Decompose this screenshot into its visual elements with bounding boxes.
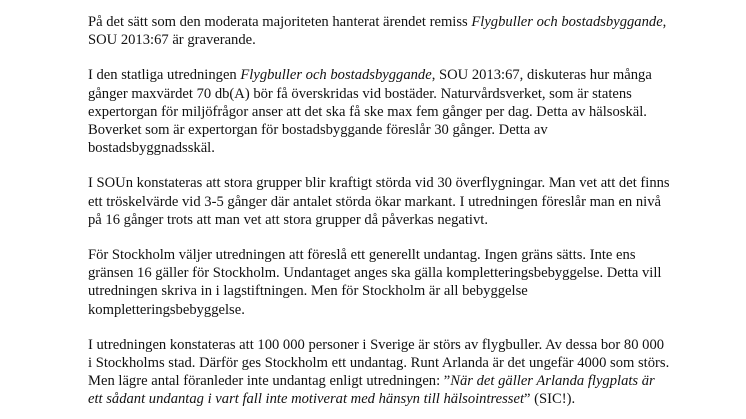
paragraph-intro: [88, 13, 670, 49]
paragraph-stockholm-exception: [88, 246, 670, 319]
text-span: I den statliga utredningen: [88, 67, 241, 84]
text-span: I utredningen konstateras att 100 000 personer i Sverige är störs av flygbuller. Av dessa bor 80 000 i Stockholms stad. Därför ges Stockholm ett undantag. Runt Arlanda är det ungefär 4000 som störs. Men lägre antal föranleder inte undantag enligt utredningen: ”: [88, 336, 670, 390]
text-span: För Stockholm väljer utredningen att föreslå ett generellt undantag. Ingen gräns sätts. Inte ens gränsen 16 gäller för Stockholm. Undantaget anges ska gälla kompletteringsbebyggelse. Detta vill utredningen skriva in i lagstiftningen. Men för Stockholm är all bebyggelse kompletteringsbebyggelse.: [88, 247, 662, 318]
paragraph-sou-findings: [88, 174, 670, 229]
quote-italic: När det gäller Arlanda flygplats är ett sådant undantag i vart fall inte motiverat med hänsyn till hälsointresset: [88, 373, 655, 408]
text-span: ” (SIC!).: [524, 391, 576, 408]
text-span: , SOU 2013:67 är graverande.: [88, 14, 667, 49]
text-span: På det sätt som den moderata majoriteten hanterat ärendet remiss: [88, 14, 472, 30]
text-span: I SOUn konstateras att stora grupper blir kraftigt störda vid 30 överflygningar. Man vet att det finns ett tröskelvärde vid 3-5 gånger där antalet störda ökar markant. I utredningen föreslår man en nivå på 16 gånger trots att man vet att stora grupper då påverkas negativt.: [88, 175, 670, 228]
report-title-italic: Flygbuller och bostadsbyggande: [471, 14, 663, 30]
report-title-italic: Flygbuller och bostadsbyggande: [240, 67, 432, 84]
paragraph-affected-people: [88, 336, 670, 409]
document-page: [88, 13, 670, 409]
text-span: , SOU 2013:67, diskuteras hur många gånger maxvärdet 70 db(A) bör få överskridas vid bostäder. Naturvårdsverket, som är statens expertorgan för miljöfrågor anser att det ska få ske max fem gånger per dag. Detta av hälsoskäl. Boverket som är expertorgan för bostadsbyggande föreslår 30 gånger. Detta av bostadsbyggnadsskäl.: [88, 67, 652, 157]
paragraph-state-inquiry: [88, 66, 670, 157]
